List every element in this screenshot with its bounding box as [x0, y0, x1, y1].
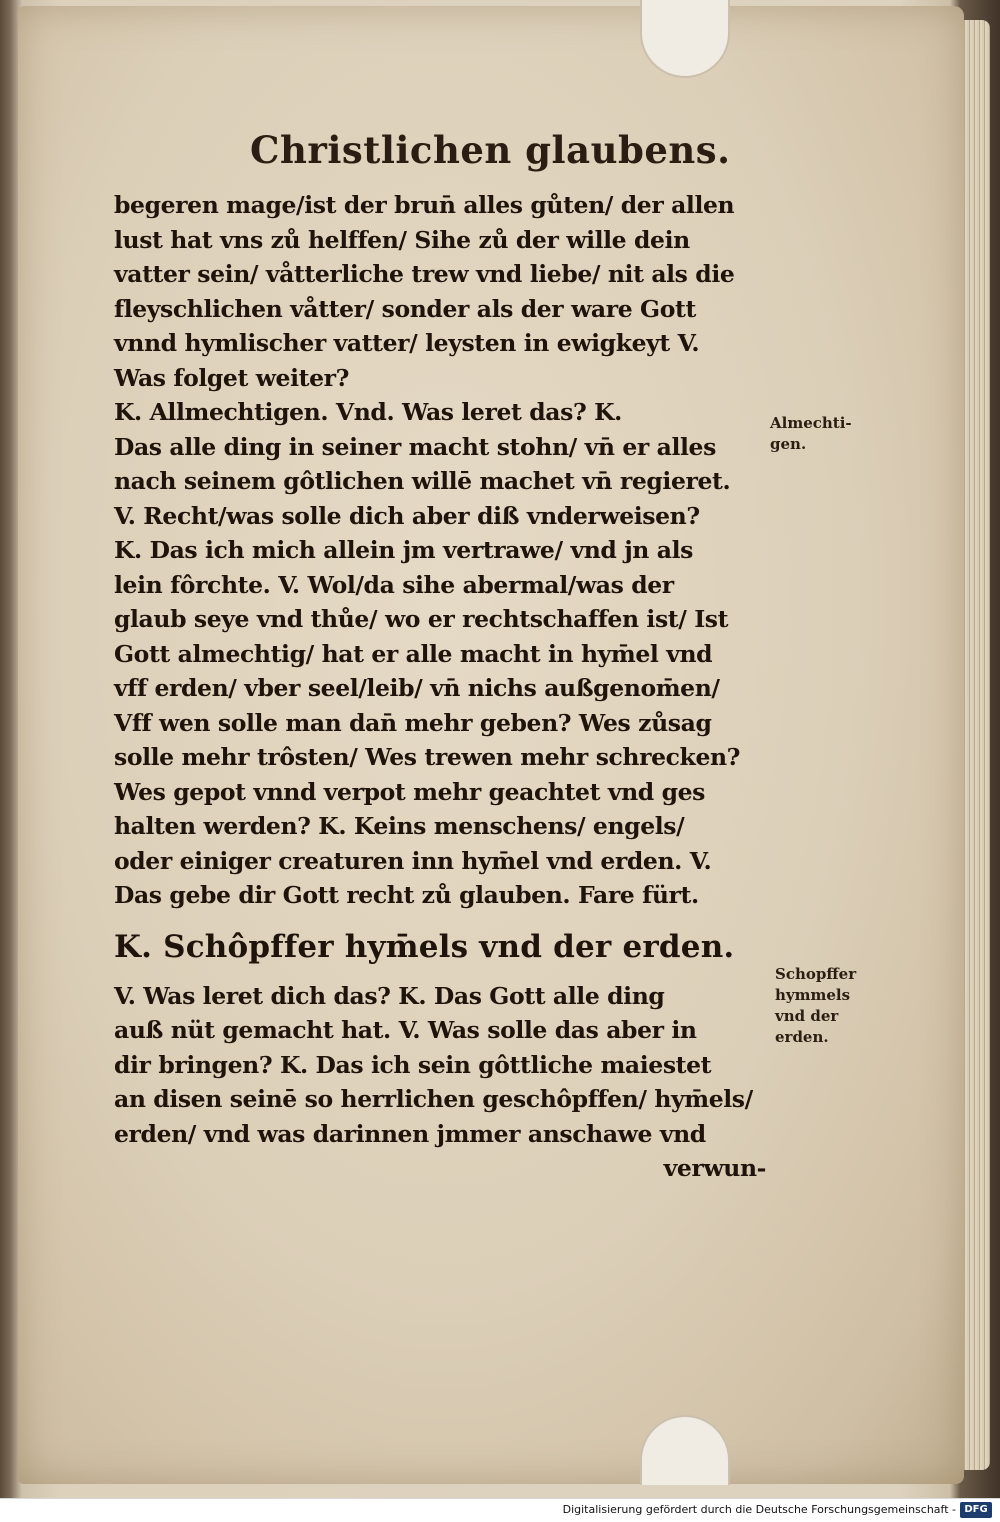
text-line: V. Was leret dich das? K. Das Gott alle ding: [114, 981, 665, 1010]
text-line: an disen seinē so herrlichen geschôpffen/ hym̄els/: [114, 1085, 753, 1113]
text-line: Das gebe dir Gott recht zů glauben. Fare fürt.: [114, 881, 699, 909]
marginal-note-schopffer: [775, 964, 856, 1048]
marginal-line: Almechti-: [770, 414, 852, 432]
footer-credit: Digitalisierung gefördert durch die Deutsche Forschungsgemeinschaft -: [562, 1503, 956, 1516]
marginal-line: vnd der: [775, 1007, 839, 1025]
text-line: begeren mage/ist der brun̄ alles gůten/ der allen: [114, 191, 735, 219]
text-line: solle mehr trôsten/ Wes trewen mehr schrecken?: [114, 743, 741, 771]
text-line: lust hat vns zů helffen/ Sihe zů der wille dein: [114, 225, 690, 254]
text-line: V. Recht/was solle dich aber diß vnderweisen?: [114, 501, 700, 530]
running-head: Christlichen glaubens.: [250, 128, 731, 172]
text-line: auß nüt gemacht hat. V. Was solle das aber in: [114, 1016, 697, 1044]
marginal-note-almechtigen: [770, 413, 852, 455]
dfg-logo-icon: DFG: [960, 1502, 992, 1518]
text-line: erden/ vnd was darinnen jmmer anschawe vnd: [114, 1119, 706, 1148]
text-line: Wes gepot vnnd verpot mehr geachtet vnd ges: [114, 777, 706, 806]
text-line: Was folget weiter?: [114, 363, 349, 392]
body-text: [114, 188, 766, 1186]
text-line: vatter sein/ våtterliche trew vnd liebe/ nit als die: [114, 260, 735, 288]
marginal-line: gen.: [770, 435, 807, 453]
marginal-line: hymmels: [775, 986, 851, 1004]
text-line: Gott almechtig/ hat er alle macht in hym̄el vnd: [114, 639, 713, 668]
text-line: glaub seye vnd thůe/ wo er rechtschaffen ist/ Ist: [114, 605, 729, 633]
marginal-line: erden.: [775, 1028, 829, 1046]
text-line: Vff wen solle man dan̄ mehr geben? Wes zůsag: [114, 708, 712, 737]
text-line: dir bringen? K. Das ich sein gôttliche maiestet: [114, 1050, 712, 1079]
text-line: nach seinem gôtlichen willē machet vn̄ regieret.: [114, 467, 731, 495]
text-line: K. Allmechtigen. Vnd. Was leret das? K.: [114, 398, 622, 426]
page-edges: [962, 20, 990, 1470]
text-line: fleyschlichen våtter/ sonder als der ware Gott: [114, 294, 696, 323]
text-line: Das alle ding in seiner macht stohn/ vn̄ er alles: [114, 432, 716, 461]
text-line: oder einiger creaturen inn hym̄el vnd erden. V.: [114, 846, 712, 875]
footer-bar: [0, 1498, 1000, 1522]
text-line: vnnd hymlischer vatter/ leysten in ewigkeyt V.: [114, 329, 700, 357]
text-line: lein fôrchte. V. Wol/da sihe abermal/was der: [114, 570, 674, 599]
marginal-line: Schopffer: [775, 965, 857, 983]
text-line: halten werden? K. Keins menschens/ engels/: [114, 812, 685, 840]
text-line: vff erden/ vber seel/leib/ vn̄ nichs außgenom̄en/: [114, 674, 720, 702]
catchword: verwun-: [663, 1154, 766, 1182]
section-heading: K. Schôpffer hym̄els vnd der erden.: [114, 928, 735, 965]
text-line: K. Das ich mich allein jm vertrawe/ vnd jn als: [114, 536, 693, 564]
